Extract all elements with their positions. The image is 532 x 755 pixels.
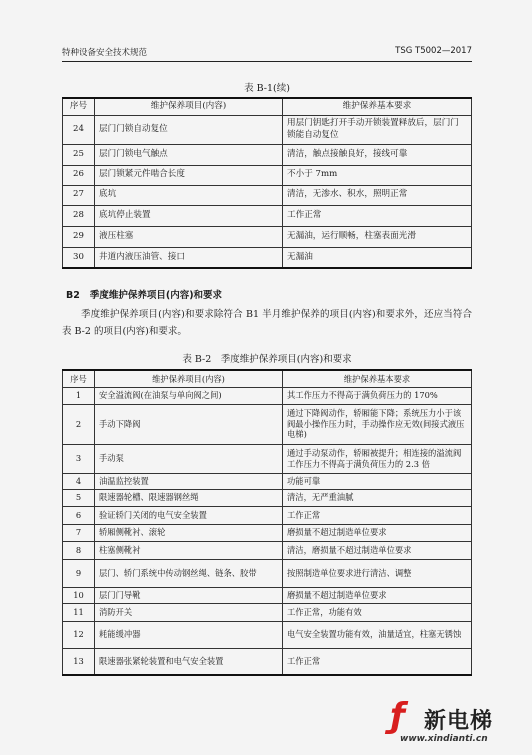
requirement-cell: 工作正常 (283, 506, 472, 524)
row-number-cell: 30 (63, 247, 95, 268)
table-row (63, 205, 472, 226)
requirement-cell: 磨损量不超过制造单位要求 (283, 587, 472, 603)
section-heading (66, 287, 222, 301)
table-row (63, 489, 472, 506)
section-paragraph: 季度维护保养项目(内容)和要求除符合 B1 半月维护保养的项目(内容)和要求外，还应当符合表 B-2 的项目(内容)和要求。 (62, 309, 472, 338)
item-cell: 验证轿门关闭的电气安全装置 (95, 506, 283, 524)
table-row (63, 144, 472, 165)
requirement-cell: 工作正常 (283, 205, 472, 226)
requirement-cell: 工作正常 (283, 648, 472, 675)
section-number: B2 (66, 290, 80, 301)
elevator-logo-icon: ƒ (390, 696, 405, 736)
row-number-cell: 3 (63, 444, 95, 473)
requirement-cell: 清洁，无严重油腻 (283, 489, 472, 506)
row-number-cell: 2 (63, 404, 95, 444)
requirement-cell: 清洁，磨损量不超过制造单位要求 (283, 541, 472, 559)
item-cell: 液压柱塞 (95, 226, 283, 247)
item-cell: 底坑停止装置 (95, 205, 283, 226)
item-cell: 油温监控装置 (95, 473, 283, 489)
table-row (63, 648, 472, 675)
requirement-cell: 用层门钥匙打开手动开锁装置释放后，层门门锁能自动复位 (283, 115, 472, 144)
table-header-row (63, 98, 472, 115)
row-number-cell: 5 (63, 489, 95, 506)
column-header: 维护保养基本要求 (283, 370, 472, 387)
table-row (63, 165, 472, 185)
requirement-cell: 清洁，无渗水、积水，照明正常 (283, 185, 472, 205)
item-cell: 消防开关 (95, 603, 283, 621)
row-number-cell: 24 (63, 115, 95, 144)
row-number-cell: 6 (63, 506, 95, 524)
column-header: 维护保养项目(内容) (95, 98, 283, 115)
item-cell: 轿厢侧靴衬、滚轮 (95, 524, 283, 541)
item-cell: 层门门锁电气触点 (95, 144, 283, 165)
item-cell: 手动泵 (95, 444, 283, 473)
requirement-cell: 其工作压力不得高于满负荷压力的 170% (283, 387, 472, 404)
item-cell: 层门门导靴 (95, 587, 283, 603)
column-header: 维护保养项目(内容) (95, 370, 283, 387)
header-left: 特种设备安全技术规范 (62, 48, 148, 58)
row-number-cell: 28 (63, 205, 95, 226)
requirement-cell: 不小于 7mm (283, 165, 472, 185)
row-number-cell: 27 (63, 185, 95, 205)
item-cell: 安全溢流阀(在油泵与单向阀之间) (95, 387, 283, 404)
requirement-cell: 工作正常，功能有效 (283, 603, 472, 621)
table-row (63, 587, 472, 603)
item-cell: 井道内液压油管、接口 (95, 247, 283, 268)
section-title: 季度维护保养项目(内容)和要求 (89, 290, 223, 301)
table-row (63, 387, 472, 404)
table2-caption: 表 B-2 季度维护保养项目(内容)和要求 (182, 354, 352, 365)
table-row (63, 621, 472, 648)
row-number-cell: 4 (63, 473, 95, 489)
item-cell: 底坑 (95, 185, 283, 205)
row-number-cell: 29 (63, 226, 95, 247)
row-number-cell: 7 (63, 524, 95, 541)
table-row (63, 404, 472, 444)
table-row (63, 226, 472, 247)
row-number-cell: 1 (63, 387, 95, 404)
item-cell: 限速器轮槽、限速器钢丝绳 (95, 489, 283, 506)
table-row (63, 115, 472, 144)
row-number-cell: 10 (63, 587, 95, 603)
row-number-cell: 13 (63, 648, 95, 675)
item-cell: 层门、轿门系统中传动钢丝绳、链条、胶带 (95, 559, 283, 587)
row-number-cell: 11 (63, 603, 95, 621)
row-number-cell: 26 (63, 165, 95, 185)
item-cell: 柱塞侧靴衬 (95, 541, 283, 559)
row-number-cell: 9 (63, 559, 95, 587)
table-row (63, 473, 472, 489)
item-cell: 层门锁紧元件啮合长度 (95, 165, 283, 185)
requirement-cell: 功能可靠 (283, 473, 472, 489)
column-header: 序号 (63, 370, 95, 387)
table-row (63, 603, 472, 621)
table-header-row (63, 370, 472, 387)
page-header (62, 46, 472, 62)
table-row (63, 559, 472, 587)
row-number-cell: 25 (63, 144, 95, 165)
column-header: 维护保养基本要求 (283, 98, 472, 115)
requirement-cell: 电气安全装置功能有效，油量适宜，柱塞无锈蚀 (283, 621, 472, 648)
row-number-cell: 12 (63, 621, 95, 648)
table-row (63, 541, 472, 559)
item-cell: 限速器张紧轮装置和电气安全装置 (95, 648, 283, 675)
requirement-cell: 无漏油 (283, 247, 472, 268)
watermark-logo (390, 696, 520, 746)
column-header: 序号 (63, 98, 95, 115)
table-row (63, 247, 472, 268)
table-row (63, 524, 472, 541)
watermark-url: www.xindianti.cn (400, 734, 488, 744)
table-b1 (62, 97, 472, 269)
item-cell: 层门门锁自动复位 (95, 115, 283, 144)
requirement-cell: 清洁，触点接触良好，接线可靠 (283, 144, 472, 165)
table-row (63, 506, 472, 524)
requirement-cell: 通过下降阀动作，轿厢能下降；系统压力小于该阀最小操作压力时，手动操作应无效(间接式液压电梯) (283, 404, 472, 444)
requirement-cell: 无漏油，运行顺畅，柱塞表面光滑 (283, 226, 472, 247)
table-row (63, 185, 472, 205)
row-number-cell: 8 (63, 541, 95, 559)
table1-caption: 表 B-1(续) (244, 83, 290, 94)
item-cell: 耗能缓冲器 (95, 621, 283, 648)
requirement-cell: 按照制造单位要求进行清洁、调整 (283, 559, 472, 587)
header-right: TSG T5002—2017 (395, 46, 472, 56)
requirement-cell: 磨损量不超过制造单位要求 (283, 524, 472, 541)
watermark-name: 新电梯 (424, 709, 494, 734)
table-row (63, 444, 472, 473)
requirement-cell: 通过手动泵动作，轿厢被提升；相连接的溢流阀工作压力不得高于满负荷压力的 2.3 倍 (283, 444, 472, 473)
table-b2 (62, 369, 472, 676)
item-cell: 手动下降阀 (95, 404, 283, 444)
